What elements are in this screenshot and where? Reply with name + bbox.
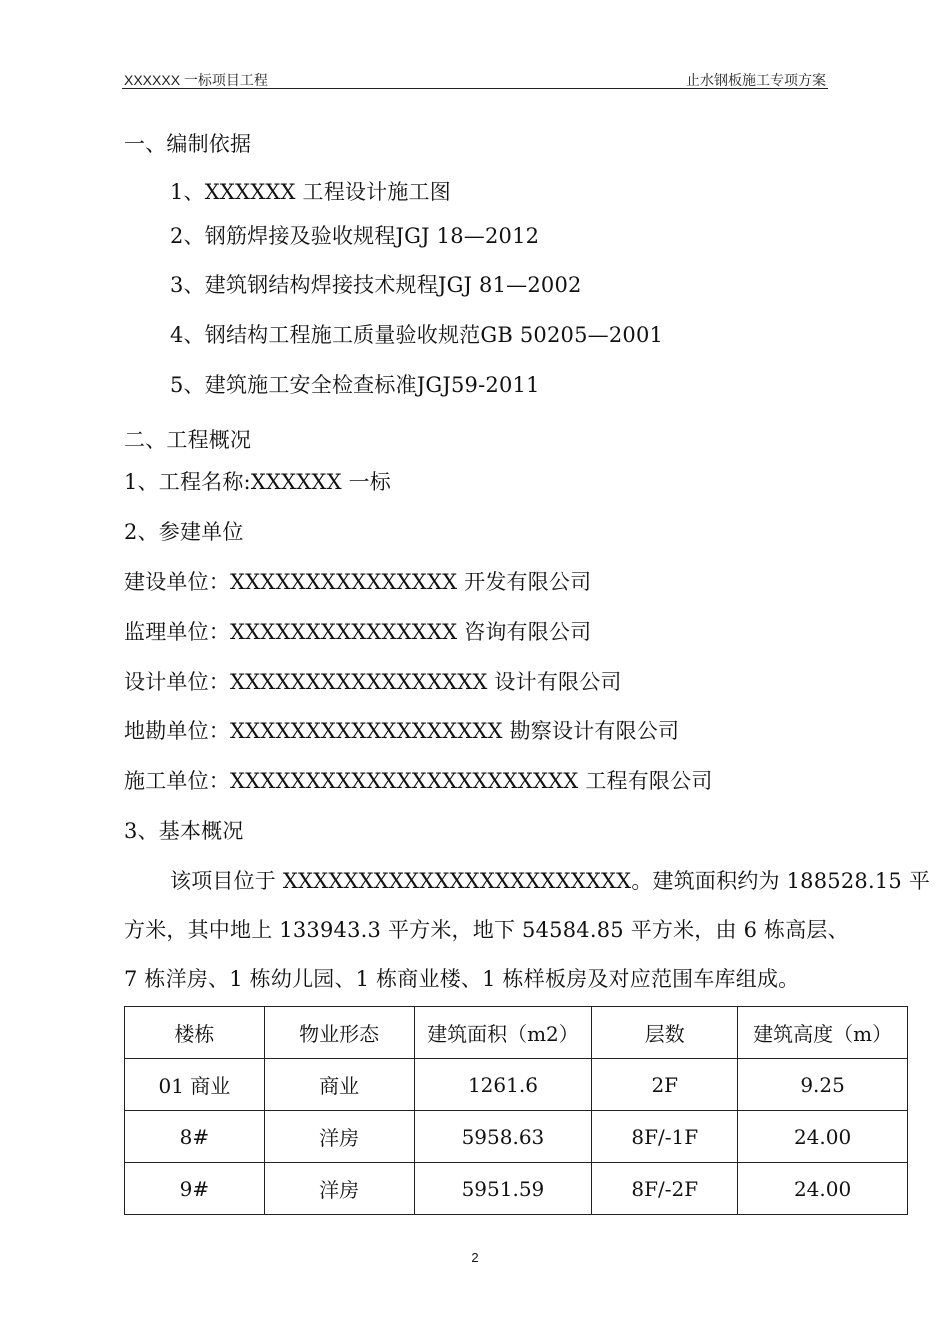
table-cell: 9.25 [738,1059,908,1111]
unit-item: 建设单位：XXXXXXXXXXXXXXX 开发有限公司 [124,570,592,594]
unit-item: 监理单位：XXXXXXXXXXXXXXX 咨询有限公司 [124,620,592,644]
table-header-cell: 建筑面积（m2） [414,1007,592,1059]
table-cell: 8F/-2F [592,1163,738,1215]
table-cell: 8# [125,1111,265,1163]
table-header-row [125,1007,908,1059]
table-cell: 5951.59 [414,1163,592,1215]
table-cell: 8F/-1F [592,1111,738,1163]
table-row [125,1163,908,1215]
paragraph-line: 该项目位于 XXXXXXXXXXXXXXXXXXXXXXX。建筑面积约为 188528.15 平 [170,869,931,893]
reference-item: 3、建筑钢结构焊接技术规程JGJ 81—2002 [170,273,582,297]
table-cell: 9# [125,1163,265,1215]
table-header-cell: 楼栋 [125,1007,265,1059]
table-cell: 01 商业 [125,1059,265,1111]
table-cell: 洋房 [264,1111,414,1163]
table-header-cell: 物业形态 [264,1007,414,1059]
header-divider [122,88,828,89]
reference-item: 1、XXXXXX 工程设计施工图 [170,180,451,204]
reference-item: 5、建筑施工安全检查标准JGJ59-2011 [170,373,540,397]
table-cell: 2F [592,1059,738,1111]
paragraph-line: 7 栋洋房、1 栋幼儿园、1 栋商业楼、1 栋样板房及对应范围车库组成。 [124,967,800,991]
reference-item: 4、钢结构工程施工质量验收规范GB 50205—2001 [170,323,664,347]
unit-item: 设计单位：XXXXXXXXXXXXXXXXX 设计有限公司 [124,670,622,694]
table-cell: 5958.63 [414,1111,592,1163]
table-row [125,1059,908,1111]
section1-title: 一、编制依据 [124,132,252,156]
units-title: 2、参建单位 [124,520,244,544]
basic-title: 3、基本概况 [124,819,244,843]
paragraph-line: 方米，其中地上 133943.3 平方米，地下 54584.85 平方米，由 6 栋高层、 [124,918,849,942]
table-cell: 洋房 [264,1163,414,1215]
page-number: 2 [471,1250,479,1265]
unit-item: 地勘单位：XXXXXXXXXXXXXXXXXX 勘察设计有限公司 [124,719,680,743]
table-cell: 24.00 [738,1111,908,1163]
header-right: 止水钢板施工专项方案 [686,72,826,88]
table-header-cell: 建筑高度（m） [738,1007,908,1059]
section2-title: 二、工程概况 [124,428,252,452]
project-name: 1、工程名称:XXXXXX 一标 [124,470,392,494]
table-cell: 商业 [264,1059,414,1111]
reference-item: 2、钢筋焊接及验收规程JGJ 18—2012 [170,224,540,248]
table-header-cell: 层数 [592,1007,738,1059]
table-cell: 1261.6 [414,1059,592,1111]
table-cell: 24.00 [738,1163,908,1215]
header-left: XXXXXX 一标项目工程 [124,72,268,88]
building-table [124,1006,908,1215]
unit-item: 施工单位：XXXXXXXXXXXXXXXXXXXXXXX 工程有限公司 [124,769,713,793]
table-row [125,1111,908,1163]
